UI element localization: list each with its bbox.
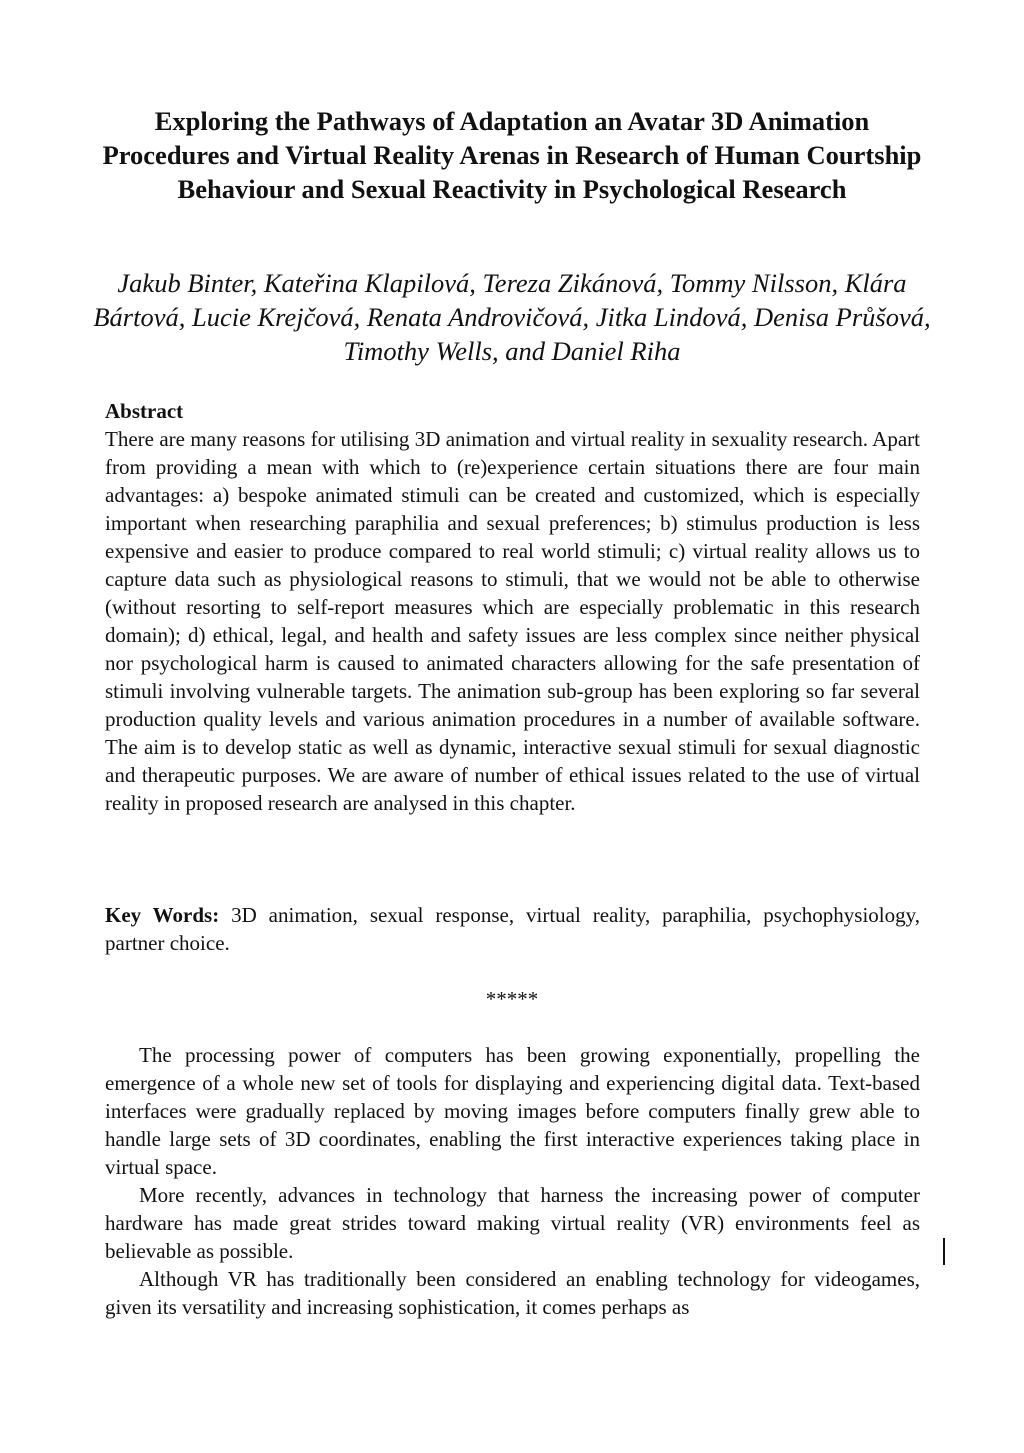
paper-title: Exploring the Pathways of Adaptation an Avatar 3D Animation Procedures and Virtual Reality Arenas in Research of Human Courtship Behaviour and Sexual Reactivity in Psychological Research bbox=[102, 106, 922, 204]
keywords bbox=[105, 901, 920, 957]
keywords-text: 3D animation, sexual response, virtual reality, paraphilia, psychophysiology, partner choice. bbox=[105, 903, 920, 955]
body-paragraph: Although VR has traditionally been considered an enabling technology for videogames, given its versatility and increasing sophistication, it comes perhaps as bbox=[105, 1267, 920, 1319]
revision-change-bar bbox=[943, 1238, 945, 1265]
keywords-label: Key Words: bbox=[105, 903, 220, 927]
abstract-text: There are many reasons for utilising 3D animation and virtual reality in sexuality research. Apart from providing a mean with which to (re)experience certain situations there are four main advantages: a) bespoke animated stimuli can be created and customized, which is especially important when researching paraphilia and sexual preferences; b) stimulus production is less expensive and easier to produce compared to real world stimuli; c) virtual reality allows us to capture data such as physiological reasons to stimuli, that we would not be able to otherwise (without resorting to self-report measures which are especially problematic in this research domain); d) ethical, legal, and health and safety issues are less complex since neither physical nor psychological harm is caused to animated characters allowing for the safe presentation of stimuli involving vulnerable targets. The animation sub-group has been exploring so far several production quality levels and various animation procedures in a number of available software. The aim is to develop static as well as dynamic, interactive sexual stimuli for sexual diagnostic and therapeutic purposes. We are aware of number of ethical issues related to the use of virtual reality in proposed research are analysed in this chapter. bbox=[105, 427, 920, 815]
author-list: Jakub Binter, Kateřina Klapilová, Tereza Zikánová, Tommy Nilsson, Klára Bártová, Lucie Krejčová, Renata Androvičová, Jitka Lindová, Denisa Průšová, Timothy Wells, and Daniel Riha bbox=[93, 268, 931, 366]
abstract-heading: Abstract bbox=[105, 399, 184, 423]
section-separator: ***** bbox=[485, 987, 539, 1011]
body-paragraph: More recently, advances in technology that harness the increasing power of computer hardware has made great strides toward making virtual reality (VR) environments feel as believable as possible. bbox=[105, 1183, 920, 1263]
body-paragraph: The processing power of computers has been growing exponentially, propelling the emergence of a whole new set of tools for displaying and experiencing digital data. Text-based interfaces were gradually replaced by moving images before computers finally grew able to handle large sets of 3D coordinates, enabling the first interactive experiences taking place in virtual space. bbox=[105, 1043, 920, 1179]
